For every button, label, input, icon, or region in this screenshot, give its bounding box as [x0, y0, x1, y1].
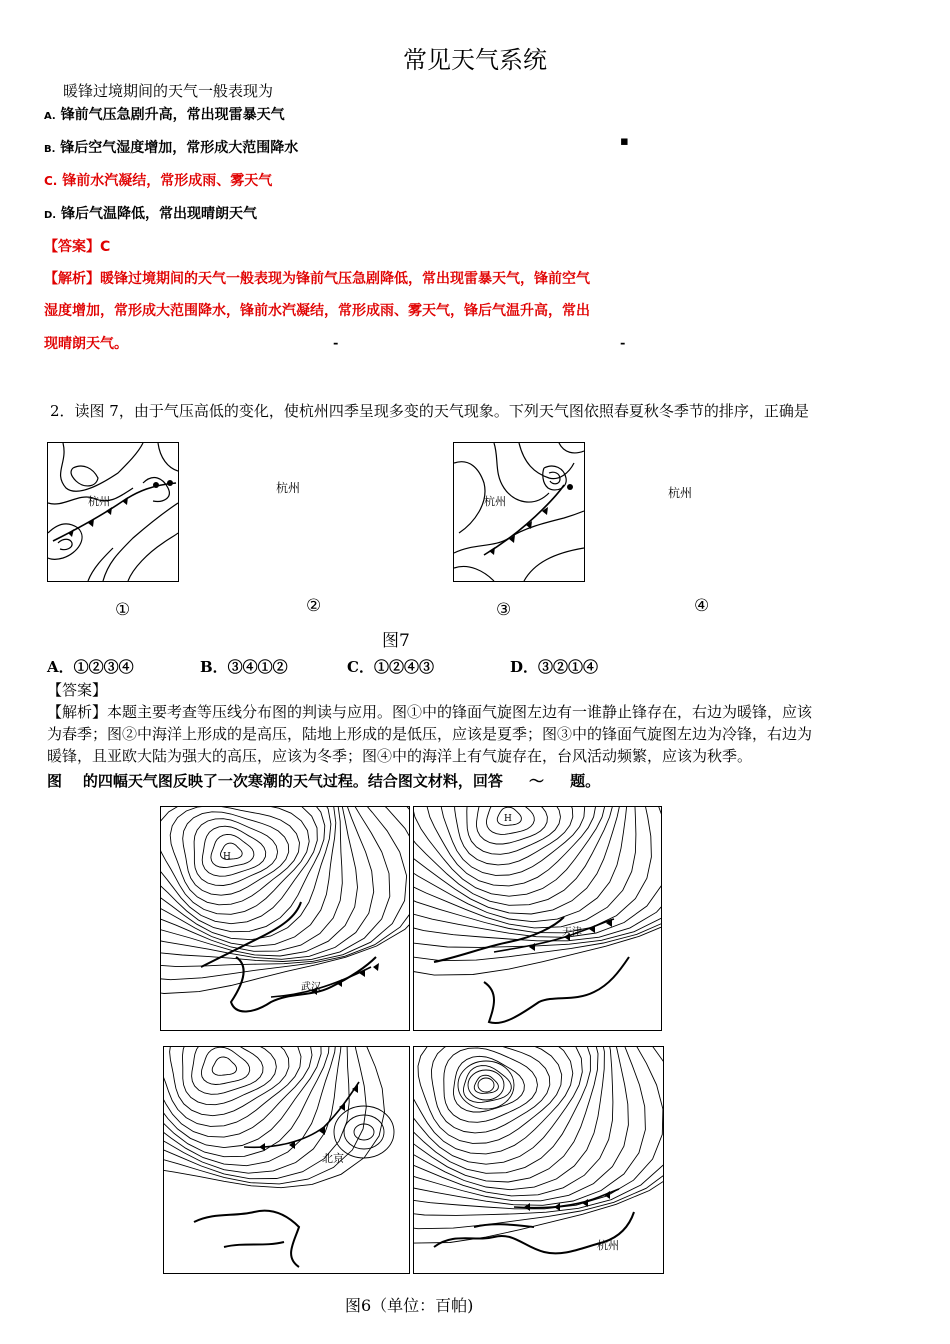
choice-c: C．①②④③	[347, 658, 434, 676]
q1-option-a: A. 锋前气压急剧升高，常出现雷暴天气	[44, 107, 285, 123]
q3-stem: 图 的四幅天气图反映了一次寒潮的天气过程。结合图文材料，回答 ～ 题。	[47, 772, 601, 790]
cold-wave-map-3	[163, 1046, 410, 1274]
choice-d: D．③②①④	[510, 658, 599, 676]
map-number-4: ④	[694, 596, 710, 616]
isobar-line	[414, 1047, 645, 1205]
choice-b: B．③④①②	[200, 658, 288, 676]
map-number-1: ①	[115, 600, 131, 620]
isobar-line	[414, 1047, 663, 1209]
isobar-line	[414, 1047, 663, 1243]
q2-stem: 2．读图 7，由于气压高低的变化，使杭州四季呈现多变的天气现象。下列天气图依照春夏秋冬季节的排序，正确是	[50, 402, 809, 420]
isobar-line	[183, 1047, 277, 1105]
isobar-line	[211, 834, 254, 867]
hangzhou-label: 杭州	[88, 495, 110, 508]
isobar-map-svg	[161, 807, 409, 1030]
stray-mark: ▪	[620, 134, 629, 149]
q1-analysis-line2: 湿度增加，常形成大范围降水，锋前水汽凝结，常形成雨、雾天气，锋后气温升高，常出	[44, 303, 590, 319]
map-number-3: ③	[496, 600, 512, 620]
svg-text:H: H	[223, 852, 231, 862]
q1-stem: 暖锋过境期间的天气一般表现为	[63, 82, 274, 100]
q2-analysis-line1: 【解析】本题主要考查等压线分布图的判读与应用。图①中的锋面气旋图左边有一谁静止锋存在，右边为暖锋，应该	[47, 703, 813, 721]
isobar-line	[161, 807, 358, 956]
isobar-line	[161, 807, 325, 932]
isobar-line	[414, 807, 636, 928]
figure7-caption: 图7	[382, 631, 410, 651]
isobar-line	[201, 1047, 249, 1084]
isobar-line	[414, 807, 661, 975]
hangzhou-label: 杭州	[484, 495, 506, 508]
hangzhou-label: 杭州	[276, 481, 301, 495]
isobar-line	[202, 826, 266, 876]
wuhan-label: 武汉	[301, 982, 321, 993]
cold-wave-map-2	[413, 806, 662, 1031]
figure6-caption: 图6（单位：百帕)	[345, 1296, 474, 1315]
hangzhou-label: 杭州	[668, 486, 693, 500]
isobar-line	[192, 1047, 263, 1094]
weather-map-1	[47, 442, 179, 582]
cold-wave-map-1	[160, 806, 410, 1031]
q1-option-b: B. 锋后空气湿度增加，常形成大范围降水	[44, 140, 299, 156]
q2-answer: 【答案】	[47, 681, 108, 699]
q1-analysis-line3: 现晴朗天气。	[44, 336, 128, 352]
isobar-line	[161, 807, 309, 914]
isobar-line	[441, 807, 585, 875]
map-number-2: ②	[306, 596, 322, 616]
q1-analysis-line1: 【解析】暖锋过境期间的天气一般表现为锋前气压急剧降低，常出现雷暴天气，锋前空气	[44, 271, 590, 287]
isobar-line	[212, 1057, 236, 1075]
isobar-line	[170, 1047, 289, 1116]
isobar-line	[164, 1047, 330, 1157]
cold-wave-map-4	[413, 1046, 664, 1274]
isobar-line	[414, 1047, 663, 1215]
q1-answer: 【答案】C	[44, 239, 111, 255]
isobar-line	[455, 807, 573, 865]
page-title: 常见天气系统	[403, 46, 547, 74]
isobar-line	[164, 1047, 384, 1188]
weather-map-3	[453, 442, 585, 582]
hangzhou-label: 杭州	[597, 1239, 619, 1252]
stray-dash: -	[620, 336, 626, 351]
q1-option-c: C. 锋前水汽凝结，常形成雨、雾天气	[44, 173, 273, 189]
beijing-label: 北京	[322, 1152, 344, 1165]
q1-option-d: D. 锋后气温降低，常出现晴朗天气	[44, 206, 257, 222]
q2-analysis-line3: 暖锋，且亚欧大陆为强大的高压，应该为冬季；图④中的海洋上有气旋存在，台风活动频繁，应该为秋季。	[47, 747, 753, 765]
svg-text:H: H	[504, 814, 512, 824]
choice-a: A．①②③④	[47, 658, 134, 676]
tianjin-label: 天津	[562, 927, 582, 938]
q2-analysis-line2: 为春季；图②中海洋上形成的是高压，陆地上形成的是低压，应该是夏季；图③中的锋面气旋图左边为冷锋，右边为	[47, 725, 813, 743]
stray-dash: -	[333, 336, 339, 351]
